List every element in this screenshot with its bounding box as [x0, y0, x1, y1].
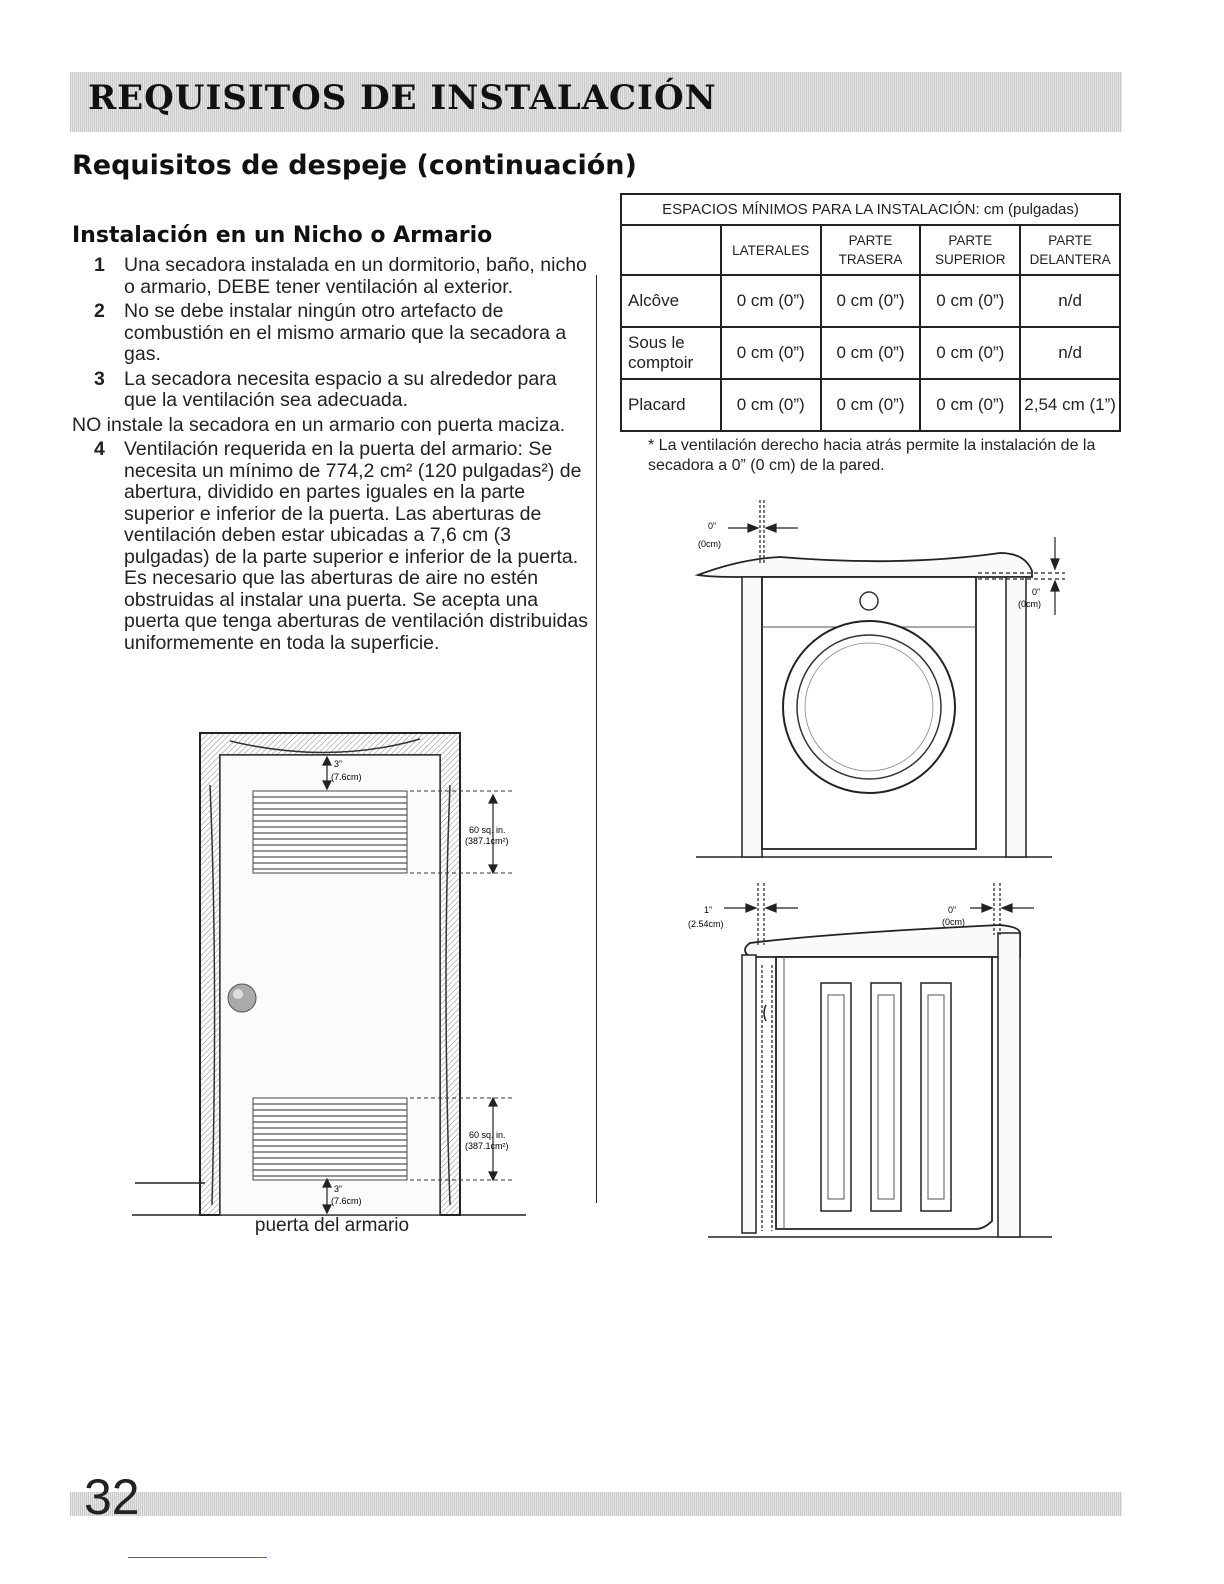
door-knob: [228, 984, 256, 1012]
footer-bar: [70, 1492, 1122, 1516]
bottom-vent-area-cm-label: (387.1cm²): [465, 1141, 509, 1151]
instruction-list: [72, 255, 592, 657]
table-cell: 0 cm (0”): [821, 275, 921, 327]
item-text: Una secadora instalada en un dormitorio, baño, nicho o armario, DEBE tener ventilación al exterior.: [124, 254, 587, 298]
bottom-rule: [128, 1557, 267, 1558]
warning-note: NO instale la secadora en un armario con puerta maciza.: [72, 413, 566, 436]
table-header: PARTE TRASERA: [821, 225, 921, 275]
table-cell: 0 cm (0”): [920, 327, 1020, 379]
item-text: Ventilación requerida en la puerta del armario: Se necesita un mínimo de 774,2 cm² (120 pulgadas²) de abertura, dividido en partes iguales en la parte superior e inferior de la puerta. Las aberturas de ventilación deben estar ubicadas a 7,6 cm (3 pulgadas) de la parte superior e inferior de la puerta. Es necesario que las aberturas de aire no estén obstruidas al instalar una puerta. Se acepta una puerta que tenga aberturas de ventilación distribuidas uniformemente en toda la superficie.: [124, 438, 588, 654]
right-wall: [1006, 577, 1026, 857]
table-cell: 0 cm (0”): [821, 327, 921, 379]
table-cell: n/d: [1020, 275, 1120, 327]
banner-title: REQUISITOS DE INSTALACIÓN: [88, 78, 717, 118]
countertop: [745, 925, 1020, 957]
top-vent-area-label: 60 sq. in.: [469, 825, 506, 835]
table-caption: ESPACIOS MÍNIMOS PARA LA INSTALACIÓN: cm (pulgadas): [621, 194, 1120, 225]
item-text: La secadora necesita espacio a su alrededor para que la ventilación sea adecuada.: [124, 367, 557, 411]
list-item: [72, 439, 592, 654]
side-view-diagram: [680, 875, 1080, 1245]
front-view-diagram: [680, 495, 1080, 865]
top-gap-cm-label: (7.6cm): [331, 772, 362, 782]
row-label: Sous le comptoir: [621, 327, 721, 379]
list-item: [72, 369, 592, 412]
table-row: [621, 379, 1120, 431]
row-label: Alcôve: [621, 275, 721, 327]
list-item: [72, 255, 592, 298]
top-gap-label: 3”: [334, 759, 343, 769]
table-cell: 0 cm (0”): [920, 379, 1020, 431]
rear-wall: [998, 933, 1020, 1237]
clearance-table: [620, 193, 1121, 432]
page-number: 32: [84, 1469, 140, 1525]
front-door-jamb: [742, 955, 756, 1233]
left-wall: [742, 577, 762, 857]
table-cell: 0 cm (0”): [721, 379, 821, 431]
rear-gap-label: 0”: [948, 905, 957, 915]
side-gap-cm-label: (0cm): [698, 539, 721, 549]
top-vent-area-cm-label: (387.1cm²): [465, 836, 509, 846]
table-header: PARTE DELANTERA: [1020, 225, 1120, 275]
top-gap-cm-label: (0cm): [1018, 599, 1041, 609]
side-gap-label: 0”: [708, 521, 717, 531]
rear-gap-cm-label: (0cm): [942, 917, 965, 927]
item-number: 1: [94, 254, 105, 276]
table-cell: 0 cm (0”): [721, 275, 821, 327]
table-header: PARTE SUPERIOR: [920, 225, 1020, 275]
list-item: [72, 301, 592, 366]
table-row: [621, 327, 1120, 379]
table-cell: 0 cm (0”): [920, 275, 1020, 327]
item-text: No se debe instalar ningún otro artefacto de combustión en el mismo armario que la secadora a gas.: [124, 300, 567, 365]
bottom-vent-area-label: 60 sq. in.: [469, 1130, 506, 1140]
control-knob: [860, 592, 878, 610]
bottom-gap-cm-label: (7.6cm): [331, 1196, 362, 1206]
front-gap-label: 1”: [704, 905, 713, 915]
section-title: Requisitos de despeje (continuación): [72, 150, 637, 181]
subsection-title: Instalación en un Nicho o Armario: [72, 223, 493, 248]
table-header-empty: [621, 225, 721, 275]
header-banner: [70, 72, 1122, 132]
table-cell: 0 cm (0”): [721, 327, 821, 379]
table-footnote: * La ventilación derecho hacia atrás permite la instalación de la secadora a 0” (0 cm) de la pared.: [648, 437, 1096, 474]
bottom-gap-label: 3”: [334, 1184, 343, 1194]
item-number: 4: [94, 438, 105, 460]
column-divider: [596, 275, 597, 1203]
table-cell: 2,54 cm (1”): [1020, 379, 1120, 431]
item-number: 3: [94, 367, 105, 390]
front-gap-cm-label: (2.54cm): [688, 919, 724, 929]
closet-door-diagram: [120, 725, 540, 1220]
door-caption: puerta del armario: [254, 1215, 410, 1236]
top-gap-label: 0”: [1032, 587, 1041, 597]
table-row: [621, 275, 1120, 327]
row-label: Placard: [621, 379, 721, 431]
table-header: LATERALES: [721, 225, 821, 275]
bottom-vent-louvers: [253, 1098, 407, 1180]
table-cell: 0 cm (0”): [821, 379, 921, 431]
table-cell: n/d: [1020, 327, 1120, 379]
top-vent-louvers: [253, 791, 407, 873]
item-number: 2: [94, 300, 105, 322]
